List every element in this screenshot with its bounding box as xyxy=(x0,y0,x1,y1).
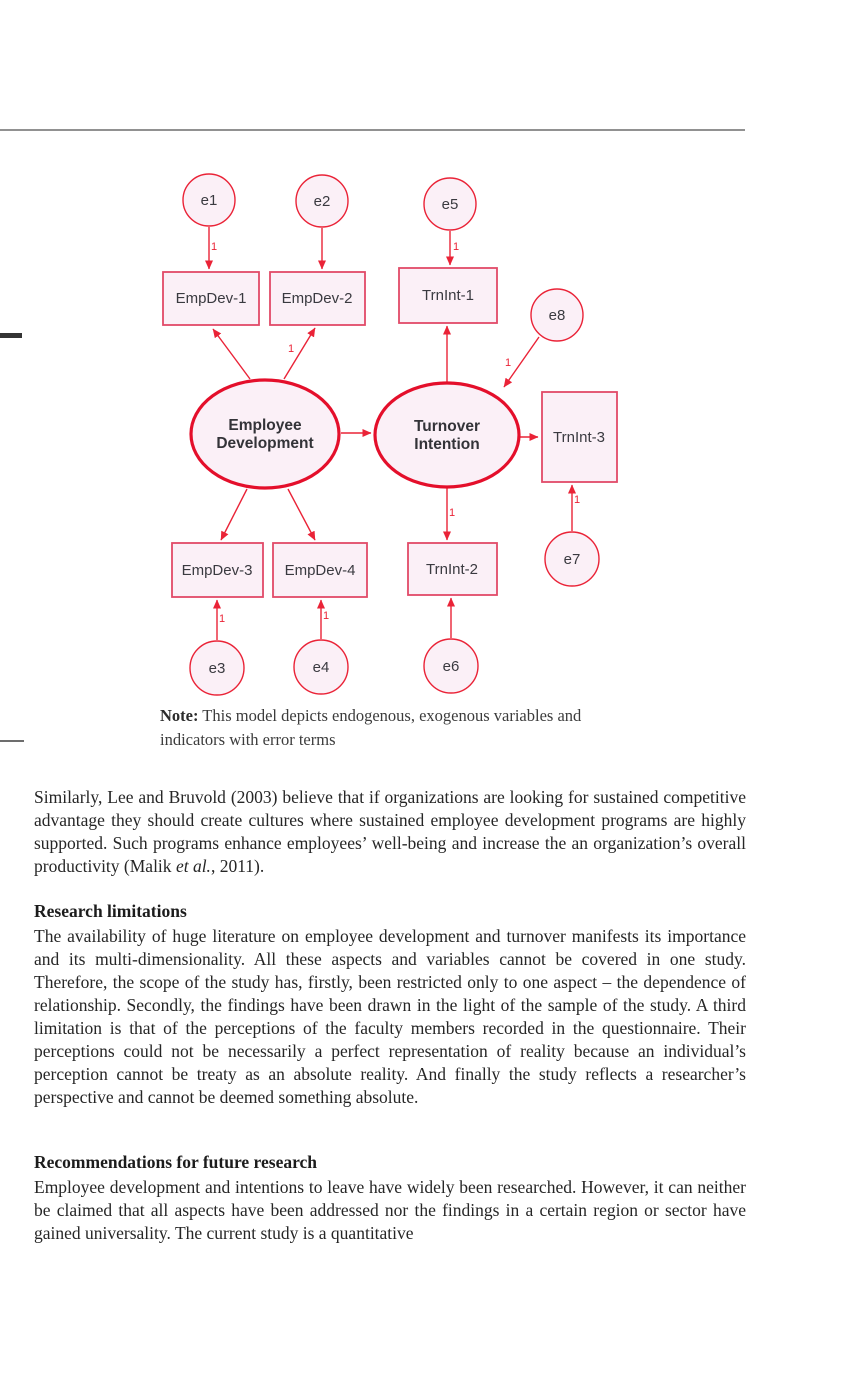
latent-label-employee: Employee xyxy=(228,417,302,434)
arrow-empdev-latent-to-empdev3 xyxy=(221,489,247,540)
paragraph-research-limitations: The availability of huge literature on employee development and turnover manifests its importance and its multi-dimensionality. All these aspects and variables cannot be covered in one study. Therefore, the scope of the study has, firstly, been restricted only to one aspect – the dependence of relationship. Secondly, the findings have been drawn in the light of the sample of the study. A third limitation is that of the perceptions of the faculty members recorded in the questionnaire. Their perceptions could not be necessarily a perfect representation of reality because an individual’s perception cannot be treaty as an absolute reality. And finally the study reflects a researcher’s perspective and cannot be deemed something absolute. xyxy=(34,926,746,1107)
error-label-e4: e4 xyxy=(312,659,330,676)
weight-label-e1: 1 xyxy=(210,241,218,253)
error-label-e8: e8 xyxy=(548,307,566,324)
paragraph-recommendations: Employee development and intentions to leave have widely been researched. However, it can neither be claimed that all aspects have been addressed nor the findings in a certain region or sector have gained universality. The current study is a quantitative xyxy=(34,1177,746,1243)
error-label-e5: e5 xyxy=(441,196,459,213)
indicator-label-empdev4: EmpDev-4 xyxy=(284,562,356,579)
latent-label-development: Development xyxy=(216,435,314,452)
heading-research-limitations: Research limitations xyxy=(34,901,187,921)
figure-note xyxy=(160,704,628,751)
weight-label-e5: 1 xyxy=(452,241,460,253)
latent-label-intention: Intention xyxy=(414,436,480,453)
weight-label-e3: 1 xyxy=(218,613,226,625)
indicator-label-empdev2: EmpDev-2 xyxy=(281,290,353,307)
error-label-e1: e1 xyxy=(200,192,218,209)
error-label-e2: e2 xyxy=(313,193,331,210)
error-label-e3: e3 xyxy=(208,660,226,677)
weight-label-e7: 1 xyxy=(573,494,581,506)
error-label-e7: e7 xyxy=(563,551,581,568)
weight-label-empdev2-loading: 1 xyxy=(287,343,295,355)
arrow-empdev-latent-to-empdev4 xyxy=(288,489,315,540)
paragraph-similarly-tail: , 2011). xyxy=(210,856,265,876)
paragraph-similarly-etal: et al. xyxy=(175,856,211,876)
indicator-label-empdev3: EmpDev-3 xyxy=(181,562,253,579)
indicator-label-trnint1: TrnInt-1 xyxy=(422,287,474,304)
figure-note-label: Note: xyxy=(160,706,199,725)
weight-label-trnint2-loading: 1 xyxy=(448,507,456,519)
weight-label-e8: 1 xyxy=(504,357,512,369)
latent-ellipse-employee-development xyxy=(191,380,339,488)
indicator-label-trnint3: TrnInt-3 xyxy=(553,429,605,446)
indicator-label-empdev1: EmpDev-1 xyxy=(175,290,247,307)
arrow-empdev-latent-to-empdev1 xyxy=(213,329,250,379)
indicator-label-trnint2: TrnInt-2 xyxy=(426,561,478,578)
figure-note-text: This model depicts endogenous, exogenous variables and indicators with error terms xyxy=(160,706,582,749)
latent-label-turnover: Turnover xyxy=(413,418,481,435)
paragraph-similarly xyxy=(34,786,746,878)
latent-ellipse-turnover-intention xyxy=(375,383,519,487)
weight-label-e4: 1 xyxy=(322,610,330,622)
heading-recommendations: Recommendations for future research xyxy=(34,1152,318,1172)
error-label-e6: e6 xyxy=(442,658,460,675)
paragraph-similarly-text: Similarly, Lee and Bruvold (2003) believe that if organizations are looking for sustained competitive advantage they should create cultures where sustained employee development programs are highly supported. Such programs enhance employees’ well-being and increase the an organization’s overall productivity (Malik xyxy=(34,787,746,876)
